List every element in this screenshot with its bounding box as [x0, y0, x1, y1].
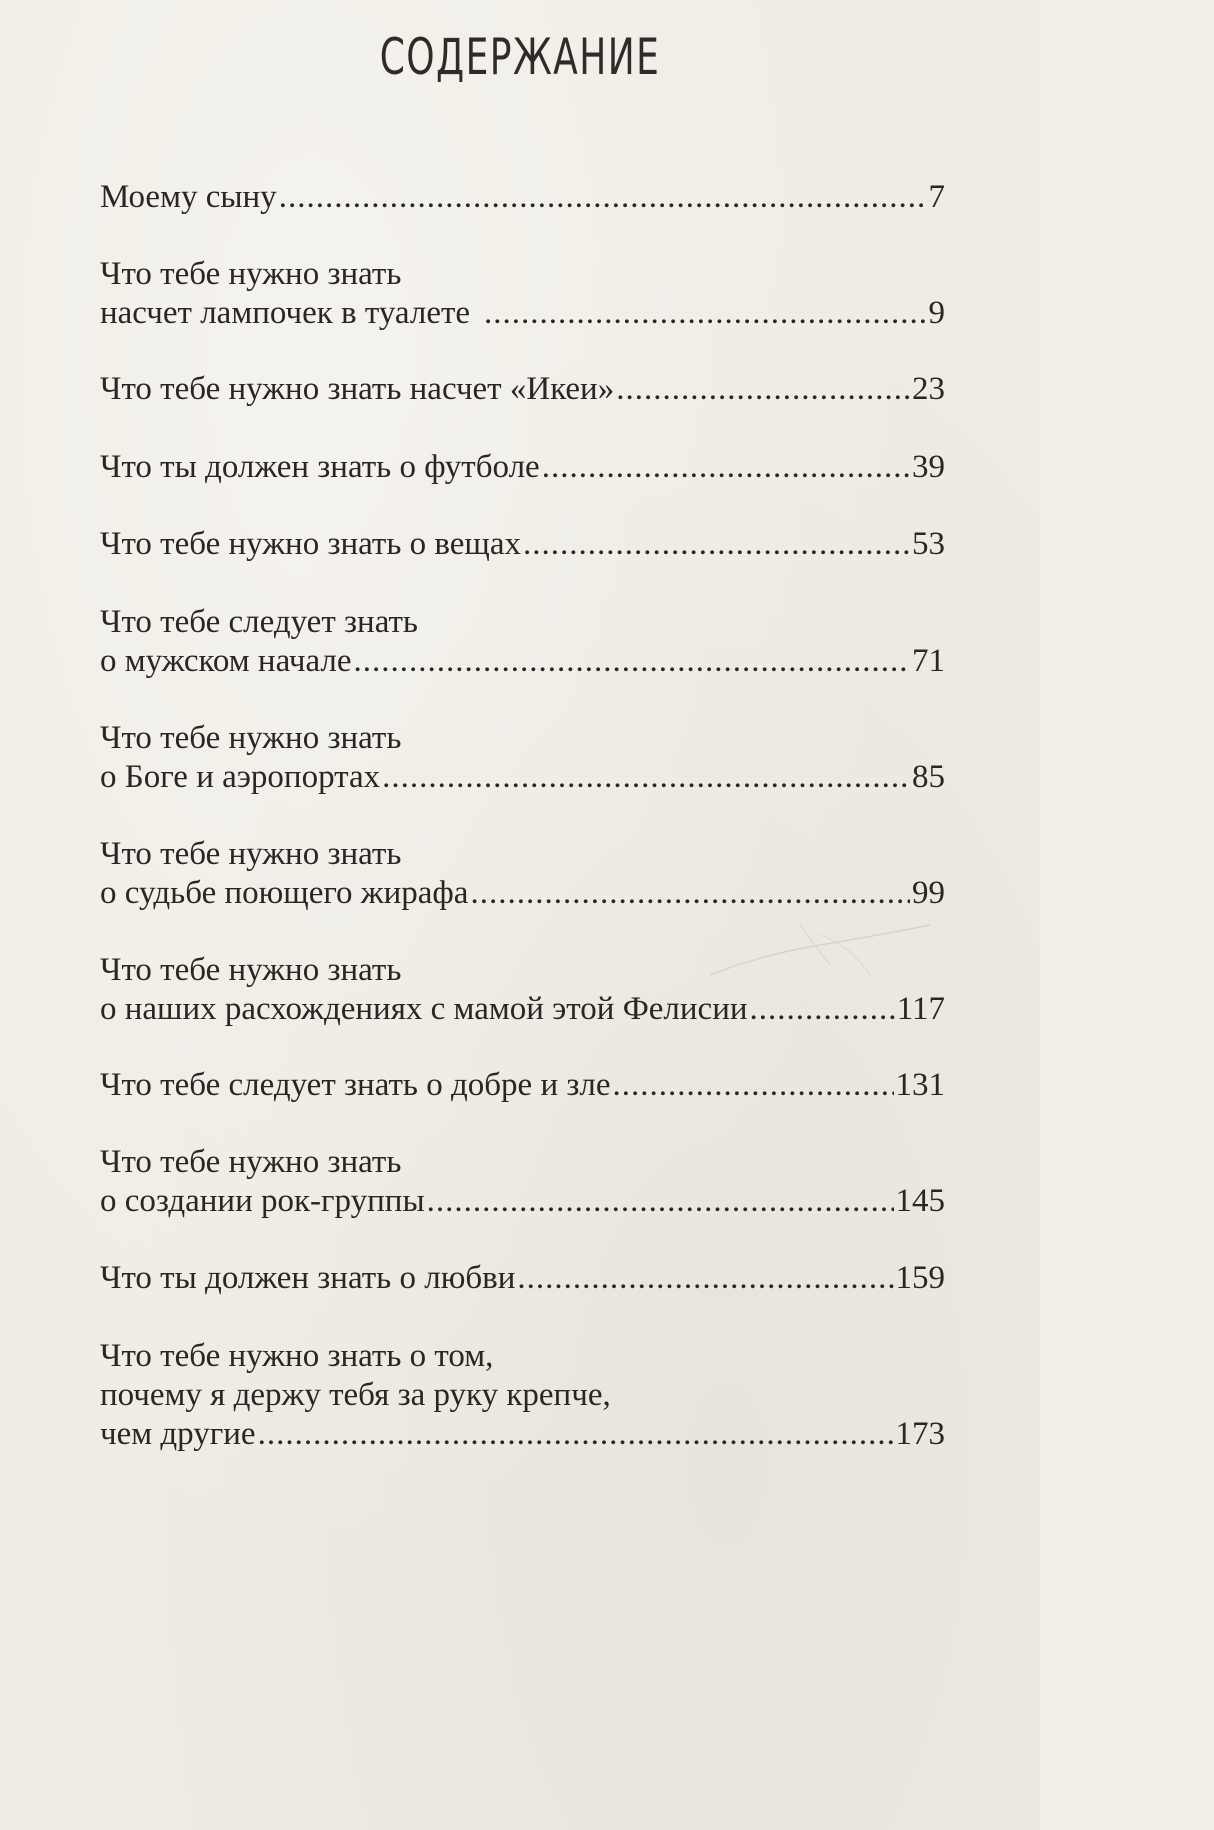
leader-dots	[542, 448, 910, 487]
leader-dots	[613, 1066, 894, 1105]
paper-scratch-mark	[700, 905, 940, 995]
toc-page-number: 53	[912, 526, 945, 562]
toc-page-number: 23	[912, 371, 945, 407]
leader-dots	[354, 642, 910, 681]
toc-entry-title-line: чем другие	[100, 1416, 256, 1452]
toc-entry-title-line: почему я держу тебя за руку крепче,	[100, 1377, 611, 1413]
toc-entry[interactable]	[100, 1337, 945, 1454]
toc-entry[interactable]	[100, 719, 945, 797]
toc-entry-title-line: Что тебе следует знать	[100, 604, 418, 640]
toc-entry[interactable]	[100, 525, 945, 564]
toc-entry-title-line: Что тебе нужно знать о вещах	[100, 526, 521, 562]
toc-entry-title-line: Что тебе нужно знать	[100, 720, 402, 756]
toc-entry-title-line: Что ты должен знать о футболе	[100, 449, 540, 485]
toc-entry-title-line: о мужском начале	[100, 643, 352, 679]
toc-entry-title-line: о Боге и аэропортах	[100, 759, 381, 795]
toc-entry-title-line: Что тебе следует знать о добре и зле	[100, 1067, 611, 1103]
toc-page-number: 145	[895, 1183, 945, 1219]
leader-dots	[279, 178, 927, 217]
toc-entry[interactable]	[100, 1143, 945, 1221]
toc-page-number: 39	[912, 449, 945, 485]
toc-page-number: 9	[928, 295, 945, 331]
toc-entry-title-line: Что ты должен знать о любви	[100, 1260, 516, 1296]
toc-entry[interactable]	[100, 1259, 945, 1298]
toc-page-number: 159	[895, 1260, 945, 1296]
leader-dots	[616, 370, 910, 409]
leader-dots	[484, 294, 926, 333]
leader-dots	[258, 1415, 894, 1454]
toc-page-number: 117	[896, 991, 945, 1027]
toc-entry-title-line: Что тебе нужно знать	[100, 256, 402, 292]
leader-dots	[523, 525, 910, 564]
leader-dots	[750, 990, 895, 1029]
toc-page-number: 173	[895, 1416, 945, 1452]
leader-dots	[427, 1182, 894, 1221]
toc-entry-title-line: Что тебе нужно знать	[100, 1144, 402, 1180]
toc-entry[interactable]	[100, 835, 945, 913]
leader-dots	[517, 1259, 893, 1298]
toc-entry-title-line: Моему сыну	[100, 179, 277, 215]
toc-page-number: 7	[928, 179, 945, 215]
toc-entry-title-line: Что тебе нужно знать о том,	[100, 1338, 494, 1374]
toc-entry[interactable]	[100, 448, 945, 487]
toc-entry-title-line: о создании рок-группы	[100, 1183, 425, 1219]
toc-entry-title-line: о наших расхождениях с мамой этой Фелисии	[100, 991, 748, 1027]
toc-page-number: 85	[912, 759, 945, 795]
toc-entry-title-line: Что тебе нужно знать	[100, 836, 402, 872]
toc-entry[interactable]	[100, 255, 945, 333]
toc-entry-title-line: о судьбе поющего жирафа	[100, 875, 469, 911]
page-title: СОДЕРЖАНИЕ	[379, 28, 661, 86]
toc-entry-title-line: Что тебе нужно знать	[100, 952, 402, 988]
toc-entry-title-line: Что тебе нужно знать насчет «Икеи»	[100, 371, 615, 407]
toc-page-number: 71	[912, 643, 945, 679]
toc-entry[interactable]	[100, 603, 945, 681]
toc-entry[interactable]	[100, 178, 945, 217]
toc-entry[interactable]	[100, 370, 945, 409]
toc-entry-title-line: насчет лампочек в туалете	[100, 295, 471, 331]
toc-page-number: 99	[912, 875, 945, 911]
toc-page-number: 131	[895, 1067, 945, 1103]
toc-entry[interactable]	[100, 1066, 945, 1105]
leader-dots	[382, 758, 910, 797]
